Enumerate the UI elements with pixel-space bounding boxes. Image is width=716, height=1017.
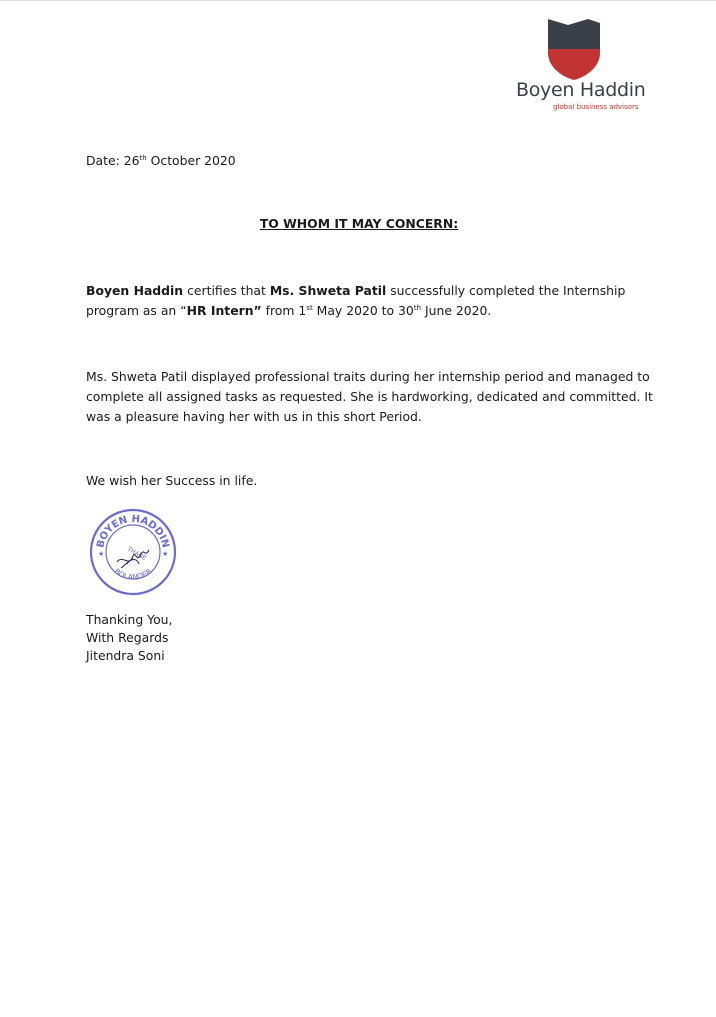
letter-heading: TO WHOM IT MAY CONCERN: — [259, 216, 459, 231]
certification-paragraph: Boyen Haddin certifies that Ms. Shweta Patil successfully completed the Internship program as an “HR Intern” from 1st May 2020 to 30th June 2020. — [86, 283, 626, 318]
stamp-bottom-text: BOLANDER — [112, 566, 154, 582]
intern-role: HR Intern” — [186, 303, 262, 318]
company-stamp — [87, 506, 179, 598]
evaluation-paragraph — [86, 367, 653, 427]
signatory-name: Jitendra Soni — [86, 648, 165, 663]
logo-tagline: global business advisors — [553, 103, 639, 111]
stamp-center-text: THANE — [126, 545, 148, 563]
letter-date: Date: 26th October 2020 — [86, 153, 236, 168]
company-logo — [510, 15, 646, 115]
closing-line: With Regards — [86, 630, 169, 645]
intern-name: Ms. Shweta Patil — [269, 283, 387, 298]
closing-block — [86, 611, 172, 665]
paragraph-line: Ms. Shweta Patil displayed professional traits during her internship period and managed to — [86, 369, 650, 384]
svg-text:★: ★ — [162, 550, 169, 558]
wish-line: We wish her Success in life. — [86, 473, 258, 488]
company-name: Boyen Haddin — [86, 283, 184, 298]
svg-text:★: ★ — [98, 550, 105, 558]
logo-company-name: Boyen Haddin — [516, 79, 646, 101]
shield-icon — [510, 15, 640, 83]
svg-text:BOLANDER — [113, 567, 154, 582]
paragraph-line: complete all assigned tasks as requested. She is hardworking, dedicated and committed. It — [86, 389, 653, 404]
stamp-seal-icon — [87, 506, 179, 598]
paragraph-line: was a pleasure having her with us in this short Period. — [86, 409, 422, 424]
closing-line: Thanking You, — [86, 612, 173, 627]
stamp-top-text: BOYEN HADDIN — [95, 513, 171, 550]
